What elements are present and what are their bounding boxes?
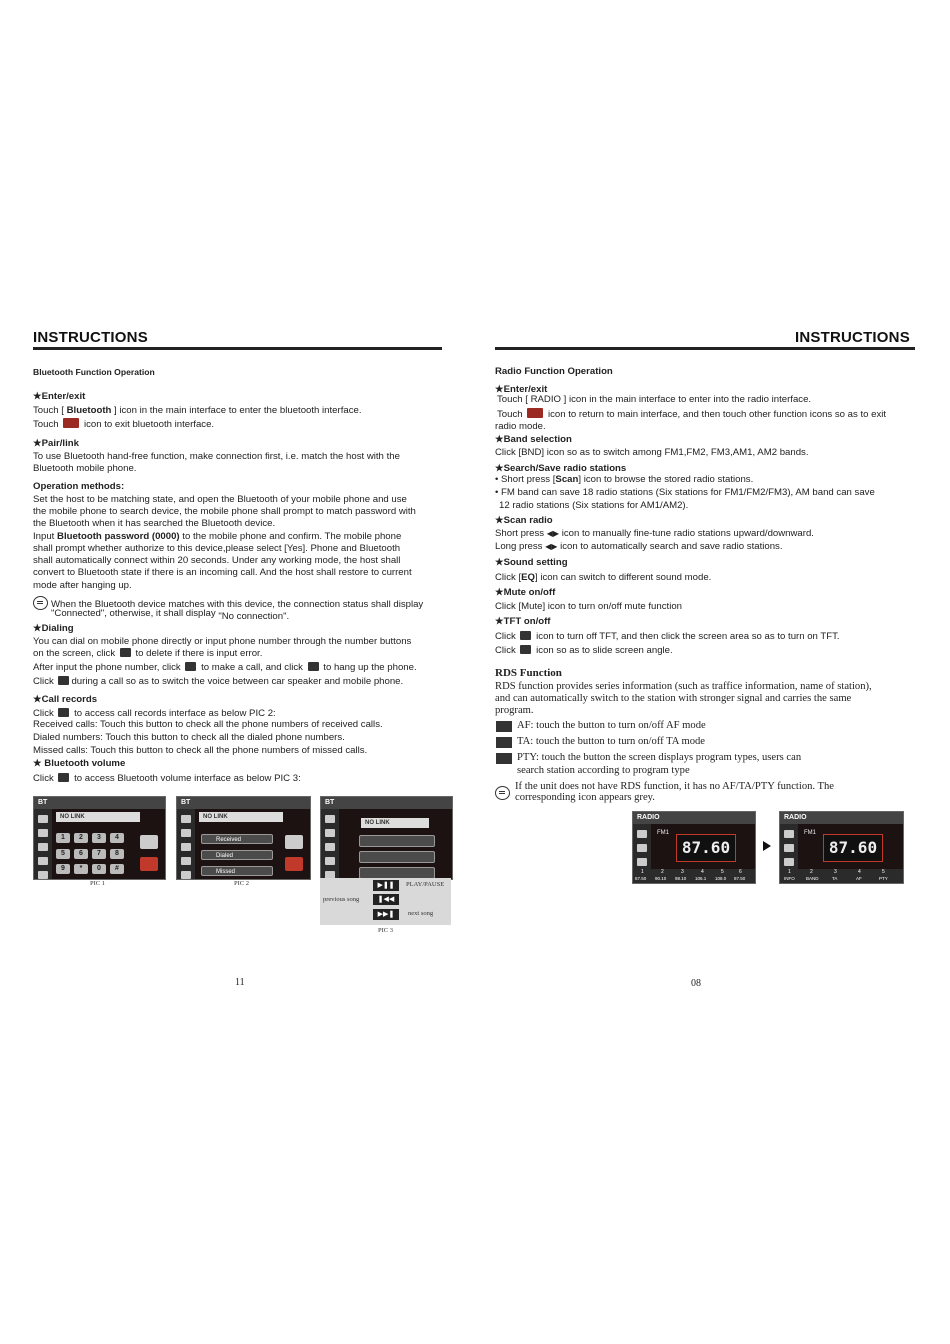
- radio-exit-line2: Touch icon to return to main interface, and then touch other function icons so as to exit: [497, 409, 887, 420]
- records-line4: Missed calls: Touch this button to check all the phone numbers of missed calls.: [33, 745, 368, 756]
- dialing-title: ★ Dialing: [33, 623, 74, 636]
- bt-volume-title: ★ Bluetooth volume: [33, 758, 125, 771]
- preset-num-2: 2: [661, 869, 664, 875]
- dialing-line3: After input the phone number, click to make a call, and click to hang up the phone.: [33, 662, 417, 673]
- methods-line8: mode after hanging up.: [33, 580, 132, 591]
- dialing-line1: You can dial on mobile phone directly or input phone number through the number buttons: [33, 636, 412, 647]
- mute-line1: Click [Mute] icon to turn on/off mute function: [495, 601, 682, 612]
- previous-song-label: previous song: [323, 896, 360, 903]
- voice-switch-icon: [58, 676, 69, 685]
- sound-title: ★ Sound setting: [495, 557, 568, 570]
- rds-num-5: 5: [882, 869, 885, 875]
- af-label: AF: [856, 876, 862, 881]
- ta-label: TA: [832, 876, 838, 881]
- preset-freq-5: 108.0: [715, 876, 727, 881]
- scan-line2: Long press ◀▶ icon to automatically search and save radio stations.: [495, 541, 783, 552]
- next-song-label: next song: [408, 910, 434, 917]
- methods-password-line: Input Bluetooth password (0000) to the mobile phone and confirm. The mobile phone: [33, 531, 402, 542]
- tft-line2: Click icon so as to slide screen angle.: [495, 645, 673, 656]
- key-1: 1: [56, 833, 70, 843]
- methods-note-line1: When the Bluetooth device matches with this device, the connection status shall display: [33, 596, 423, 612]
- dialed-numbers-button: Dialed: [201, 850, 273, 860]
- radio-enter-line1: Touch [ RADIO ] icon in the main interface to enter into the radio interface.: [497, 394, 812, 405]
- preset-num-6: 6: [739, 869, 742, 875]
- pic1-caption: PIC 1: [90, 880, 105, 887]
- key-0: 0: [92, 864, 106, 874]
- pic3-prev-bar: [359, 851, 435, 863]
- methods-line7: convert to Bluetooth state if there is an incoming call. And the host shall restore to current: [33, 567, 412, 578]
- preset-num-3: 3: [681, 869, 684, 875]
- methods-title: Operation methods:: [33, 481, 125, 492]
- call-records-icon: [58, 708, 69, 717]
- right-page-number: 08: [691, 978, 701, 989]
- pic1-hangup-button: [140, 857, 158, 871]
- right-title-rule: [495, 347, 915, 350]
- pic3-legend: [320, 878, 451, 925]
- bt-enter-exit-title: ★ Enter/exit: [33, 391, 85, 404]
- methods-line2: the mobile phone to search device, the mobile phone shall prompt to match password with: [33, 506, 416, 517]
- methods-line6: shall automatically connect within 20 seconds. Under any working mode, the host shall: [33, 555, 401, 566]
- rds-num-3: 3: [834, 869, 837, 875]
- volume-music-icon: [58, 773, 69, 782]
- rds-num-1: 1: [788, 869, 791, 875]
- radio-label-1: RADIO: [633, 812, 755, 824]
- preset-freq-1: 87.50: [635, 876, 647, 881]
- ta-icon: [496, 737, 512, 748]
- radio-sidebar-2: [780, 824, 798, 869]
- scan-line1: Short press ◀▶ icon to manually fine-tune radio stations upward/downward.: [495, 528, 814, 539]
- methods-line1: Set the host to be matching state, and open the Bluetooth of your mobile phone and use: [33, 494, 407, 505]
- rds-pty2: search station according to program type: [517, 765, 690, 776]
- key-5: 5: [56, 849, 70, 859]
- pic1-no-link: NO LINK: [56, 812, 140, 822]
- back-icon: [63, 418, 79, 428]
- scan-title: ★ Scan radio: [495, 515, 553, 528]
- af-icon: [496, 721, 512, 732]
- key-2: 2: [74, 833, 88, 843]
- pic3-bt-label: BT: [321, 797, 452, 809]
- left-page-title: INSTRUCTIONS: [33, 329, 148, 346]
- methods-line3: the Bluetooth when it has searched the Bluetooth device.: [33, 518, 276, 529]
- key-8: 8: [110, 849, 124, 859]
- fm-band-1: FM1: [657, 830, 669, 836]
- tft-title: ★ TFT on/off: [495, 616, 551, 629]
- records-line1: Click to access call records interface as below PIC 2:: [33, 708, 276, 719]
- note-icon: [33, 596, 48, 610]
- radio-screen-after: [779, 811, 904, 884]
- frequency-display-2: 87.60: [823, 834, 883, 862]
- preset-bar-1: [633, 869, 755, 883]
- left-page-number: 11: [235, 977, 245, 988]
- pic2-call-button: [285, 835, 303, 849]
- pic1-bt-label: BT: [34, 797, 165, 809]
- info-label: INFO: [784, 876, 795, 881]
- rds-line3: program.: [495, 705, 534, 716]
- radio-exit-line3: radio mode.: [495, 421, 546, 432]
- key-6: 6: [74, 849, 88, 859]
- pic1-sidebar: [34, 809, 52, 879]
- pic3-no-link: NO LINK: [361, 818, 429, 828]
- pair-title: ★ Pair/link: [33, 438, 79, 451]
- methods-line5: shall prompt whether authorize to this device,please select [Yes]. Phone and Bluetooth: [33, 543, 401, 554]
- pic3-caption: PIC 3: [378, 927, 393, 934]
- bluetooth-section-title: Bluetooth Function Operation: [33, 367, 155, 377]
- pty-icon: [496, 753, 512, 764]
- missed-calls-button: Missed: [201, 866, 273, 876]
- note-icon: [495, 786, 510, 800]
- rds-pty1: PTY: touch the button the screen displays program types, users can: [517, 752, 802, 763]
- pic2-sidebar: [177, 809, 195, 879]
- delete-icon: [120, 648, 131, 657]
- rds-title: RDS Function: [495, 667, 562, 679]
- preset-bar-2: [780, 869, 903, 883]
- call-icon: [185, 662, 196, 671]
- pic2-call-records-screen: [176, 796, 311, 880]
- dialing-line2: on the screen, click to delete if there is input error.: [33, 648, 263, 659]
- hang-up-icon: [308, 662, 319, 671]
- pair-line1: To use Bluetooth hand-free function, make connection first, i.e. match the host with the: [33, 451, 400, 462]
- previous-song-icon: ❚◀◀: [373, 894, 399, 905]
- preset-freq-4: 106.1: [695, 876, 707, 881]
- play-pause-label: PLAY/PAUSE: [406, 881, 445, 888]
- pic2-caption: PIC 2: [234, 880, 249, 887]
- seek-arrows-icon: ◀▶: [545, 542, 558, 551]
- rds-num-2: 2: [810, 869, 813, 875]
- bt-enter-line1: Touch [ Bluetooth ] icon in the main interface to enter the bluetooth interface.: [33, 405, 362, 416]
- radio-enter-exit-title: ★ Enter/exit: [495, 384, 547, 397]
- pic3-sidebar: [321, 809, 339, 879]
- play-pause-icon: ▶❚❚: [373, 880, 399, 891]
- radio-label-2: RADIO: [780, 812, 903, 824]
- tft-line1: Click icon to turn off TFT, and then click the screen area so as to turn on TFT.: [495, 631, 840, 642]
- preset-num-1: 1: [641, 869, 644, 875]
- frequency-display-1: 87.60: [676, 834, 736, 862]
- seek-arrows-icon: ◀▶: [546, 529, 560, 538]
- methods-note-line2: "Connected", otherwise, it shall display "No connection".: [51, 608, 290, 622]
- search-line2: • FM band can save 18 radio stations (Six stations for FM1/FM2/FM3), AM band can save: [495, 487, 875, 498]
- band-line1: Click [BND] icon so as to switch among FM1,FM2, FM3,AM1, AM2 bands.: [495, 447, 809, 458]
- arrow-right-icon: [763, 841, 771, 851]
- pty-label: PTY: [879, 876, 888, 881]
- records-line3: Dialed numbers: Touch this button to check all the dialed phone numbers.: [33, 732, 345, 743]
- band-title: ★ Band selection: [495, 434, 572, 447]
- pic3-play-bar: [359, 835, 435, 847]
- next-song-icon: ▶▶❚: [373, 909, 399, 920]
- mute-title: ★ Mute on/off: [495, 587, 555, 600]
- back-icon: [527, 408, 543, 418]
- right-page-title: INSTRUCTIONS: [795, 329, 910, 346]
- tft-off-icon: [520, 631, 531, 640]
- rds-line2: and can automatically switch to the station with stronger signal and carries the same: [495, 693, 852, 704]
- preset-num-4: 4: [701, 869, 704, 875]
- rds-note-icon-wrap: [495, 784, 513, 802]
- pic2-no-link: NO LINK: [199, 812, 283, 822]
- rds-line1: RDS function provides series information (such as traffice information, name of station),: [495, 681, 872, 692]
- fm-band-2: FM1: [804, 830, 816, 836]
- search-line1: • Short press [Scan] icon to browse the stored radio stations.: [495, 474, 754, 485]
- dialing-line4: Click during a call so as to switch the voice between car speaker and mobile phone.: [33, 676, 404, 687]
- rds-note2: corresponding icon appears grey.: [515, 792, 655, 803]
- key-hash: #: [110, 864, 124, 874]
- key-star: *: [74, 864, 88, 874]
- preset-freq-3: 98.10: [675, 876, 687, 881]
- rds-ta: TA: touch the button to turn on/off TA mode: [517, 736, 705, 747]
- call-records-title: ★ Call records: [33, 694, 97, 707]
- pic3-volume-screen: [320, 796, 453, 880]
- rds-note1: If the unit does not have RDS function, it has no AF/TA/PTY function. The: [515, 781, 834, 792]
- records-line2: Received calls: Touch this button to check all the phone numbers of received calls.: [33, 719, 383, 730]
- key-3: 3: [92, 833, 106, 843]
- radio-section-title: Radio Function Operation: [495, 366, 613, 377]
- radio-screen-before: [632, 811, 756, 884]
- pic2-hangup-button: [285, 857, 303, 871]
- sound-line1: Click [EQ] icon can switch to different sound mode.: [495, 572, 712, 583]
- pic1-call-button: [140, 835, 158, 849]
- pic1-dialpad-screen: [33, 796, 166, 880]
- received-calls-button: Received: [201, 834, 273, 844]
- radio-sidebar-1: [633, 824, 651, 869]
- pic2-bt-label: BT: [177, 797, 310, 809]
- bt-exit-line2: Touch icon to exit bluetooth interface.: [33, 419, 215, 430]
- search-title: ★ Search/Save radio stations: [495, 463, 626, 476]
- volume-line1: Click to access Bluetooth volume interface as below PIC 3:: [33, 773, 301, 784]
- preset-freq-6: 87.50: [734, 876, 746, 881]
- rds-num-4: 4: [858, 869, 861, 875]
- preset-num-5: 5: [721, 869, 724, 875]
- key-4: 4: [110, 833, 124, 843]
- key-9: 9: [56, 864, 70, 874]
- rds-af: AF: touch the button to turn on/off AF mode: [517, 720, 706, 731]
- screen-angle-icon: [520, 645, 531, 654]
- band-label: BAND: [806, 876, 819, 881]
- preset-freq-2: 90.10: [655, 876, 667, 881]
- pair-line2: Bluetooth mobile phone.: [33, 463, 137, 474]
- key-7: 7: [92, 849, 106, 859]
- left-title-rule: [33, 347, 442, 350]
- search-line3: 12 radio stations (Six stations for AM1/AM2).: [499, 500, 689, 511]
